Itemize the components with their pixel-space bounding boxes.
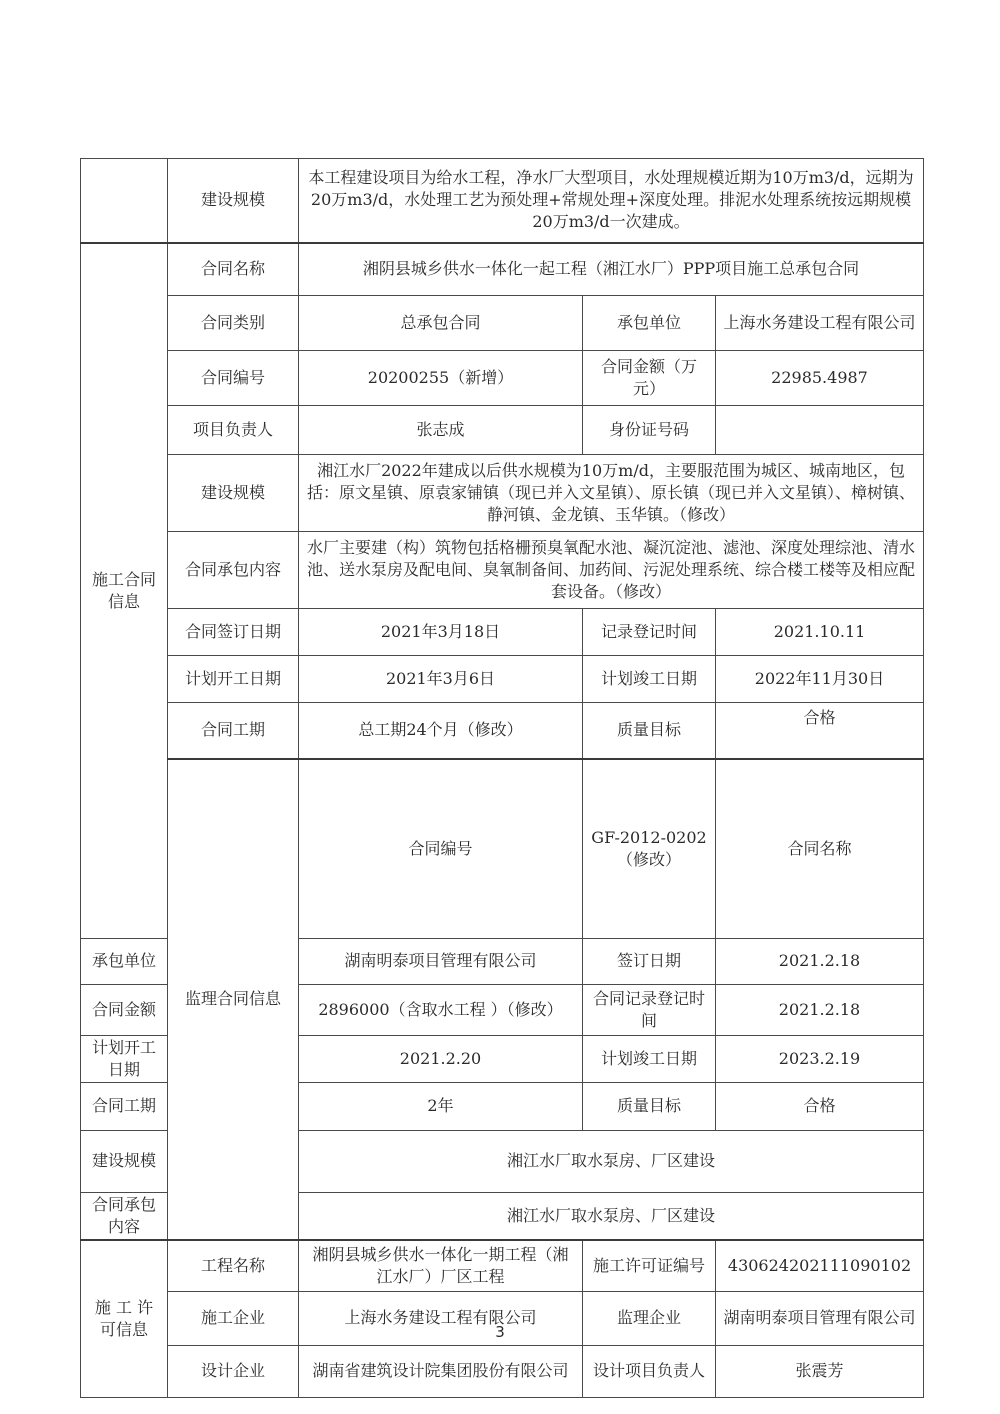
supervision-quality-label: 质量目标 — [583, 1082, 716, 1130]
section-supervision-contract: 监理合同信息 — [168, 759, 299, 1241]
id-number-label: 身份证号码 — [583, 406, 716, 455]
supervision-start-value: 2021.2.20 — [299, 1035, 583, 1082]
planned-start-value: 2021年3月6日 — [299, 656, 583, 703]
contract-duration-label: 合同工期 — [168, 703, 299, 759]
construction-scale-label: 建设规模 — [168, 455, 299, 532]
contract-number-value: 20200255（新增） — [299, 351, 583, 406]
table-row — [81, 1345, 924, 1397]
quality-target-label: 质量目标 — [583, 703, 716, 759]
table-row — [81, 656, 924, 703]
supervision-name-label: 合同名称 — [716, 759, 924, 939]
supervisor-label: 监理企业 — [583, 1291, 716, 1345]
contract-number-label: 合同编号 — [168, 351, 299, 406]
section-permit: 施 工 许可信息 — [81, 1240, 168, 1397]
contract-name-value: 湘阴县城乡供水一体化一起工程（湘江水厂）PPP项目施工总承包合同 — [299, 243, 924, 296]
supervision-contractor-label: 承包单位 — [81, 938, 168, 984]
builder-value: 上海水务建设工程有限公司 — [299, 1291, 583, 1345]
permit-number-label: 施工许可证编号 — [583, 1240, 716, 1291]
table-row — [81, 406, 924, 455]
scale-label: 建设规模 — [168, 159, 299, 243]
supervision-scope-value: 湘江水厂取水泵房、厂区建设 — [299, 1192, 924, 1240]
planned-end-value: 2022年11月30日 — [716, 656, 924, 703]
supervision-number-value: GF-2012-0202（修改） — [583, 759, 716, 939]
planned-start-label: 计划开工日期 — [168, 656, 299, 703]
contract-name-label: 合同名称 — [168, 243, 299, 296]
table-row — [81, 296, 924, 351]
contract-amount-label: 合同金额（万元） — [583, 351, 716, 406]
supervision-scope-label: 合同承包内容 — [81, 1192, 168, 1240]
quality-target-value: 合格 — [716, 703, 924, 759]
project-name-value: 湘阴县城乡供水一体化一期工程（湘江水厂）厂区工程 — [299, 1240, 583, 1291]
supervision-scale-value: 湘江水厂取水泵房、厂区建设 — [299, 1130, 924, 1192]
permit-number-value: 430624202111090102 — [716, 1240, 924, 1291]
supervision-start-label: 计划开工日期 — [81, 1035, 168, 1082]
supervision-end-value: 2023.2.19 — [716, 1035, 924, 1082]
project-info-table — [80, 158, 924, 1398]
table-row — [81, 159, 924, 243]
supervision-amount-label: 合同金额 — [81, 984, 168, 1035]
builder-label: 施工企业 — [168, 1291, 299, 1345]
supervision-record-value: 2021.2.18 — [716, 984, 924, 1035]
table-row — [81, 703, 924, 759]
contract-scope-label: 合同承包内容 — [168, 532, 299, 609]
contract-type-label: 合同类别 — [168, 296, 299, 351]
contract-amount-value: 22985.4987 — [716, 351, 924, 406]
table-row — [81, 351, 924, 406]
record-time-value: 2021.10.11 — [716, 609, 924, 656]
sign-date-value: 2021年3月18日 — [299, 609, 583, 656]
project-name-label: 工程名称 — [168, 1240, 299, 1291]
supervision-number-label: 合同编号 — [299, 759, 583, 939]
contract-type-value: 总承包合同 — [299, 296, 583, 351]
section-construction-contract: 施工合同信息 — [81, 243, 168, 939]
sign-date-label: 合同签订日期 — [168, 609, 299, 656]
table-row — [81, 243, 924, 296]
supervision-sign-label: 签订日期 — [583, 938, 716, 984]
project-manager-label: 项目负责人 — [168, 406, 299, 455]
table-row — [81, 1240, 924, 1291]
contractor-value: 上海水务建设工程有限公司 — [716, 296, 924, 351]
table-row — [81, 455, 924, 532]
design-pm-label: 设计项目负责人 — [583, 1345, 716, 1397]
supervision-quality-value: 合格 — [716, 1082, 924, 1130]
id-number-value — [716, 406, 924, 455]
section-cell-empty — [81, 159, 168, 243]
table-row — [81, 609, 924, 656]
supervision-scale-label: 建设规模 — [81, 1130, 168, 1192]
supervision-contractor-value: 湖南明泰项目管理有限公司 — [299, 938, 583, 984]
supervision-amount-value: 2896000（含取水工程 ）（修改） — [299, 984, 583, 1035]
designer-label: 设计企业 — [168, 1345, 299, 1397]
supervision-record-label: 合同记录登记时间 — [583, 984, 716, 1035]
planned-end-label: 计划竣工日期 — [583, 656, 716, 703]
supervision-end-label: 计划竣工日期 — [583, 1035, 716, 1082]
contractor-label: 承包单位 — [583, 296, 716, 351]
record-time-label: 记录登记时间 — [583, 609, 716, 656]
supervision-duration-value: 2年 — [299, 1082, 583, 1130]
scale-value: 本工程建设项目为给水工程，净水厂大型项目，水处理规模近期为10万m3/d，远期为20万m3/d，水处理工艺为预处理+常规处理+深度处理。排泥水处理系统按远期规模20万m3/d一次建成。 — [299, 159, 924, 243]
supervision-sign-value: 2021.2.18 — [716, 938, 924, 984]
contract-duration-value: 总工期24个月（修改） — [299, 703, 583, 759]
supervisor-value: 湖南明泰项目管理有限公司 — [716, 1291, 924, 1345]
table-row — [81, 759, 924, 939]
project-manager-value: 张志成 — [299, 406, 583, 455]
page-number: 3 — [495, 1323, 505, 1341]
design-pm-value: 张震芳 — [716, 1345, 924, 1397]
contract-scope-value: 水厂主要建（构）筑物包括格栅预臭氧配水池、凝沉淀池、滤池、深度处理综池、清水池、送水泵房及配电间、臭氧制备间、加药间、污泥处理系统、综合楼工楼等及相应配套设备。（修改） — [299, 532, 924, 609]
table-row — [81, 532, 924, 609]
designer-value: 湖南省建筑设计院集团股份有限公司 — [299, 1345, 583, 1397]
construction-scale-value: 湘江水厂2022年建成以后供水规模为10万m/d，主要服范围为城区、城南地区，包括：原文星镇、原袁家铺镇（现已并入文星镇）、原长镇（现已并入文星镇）、樟树镇、静河镇、金龙镇、玉华镇。（修改） — [299, 455, 924, 532]
supervision-duration-label: 合同工期 — [81, 1082, 168, 1130]
